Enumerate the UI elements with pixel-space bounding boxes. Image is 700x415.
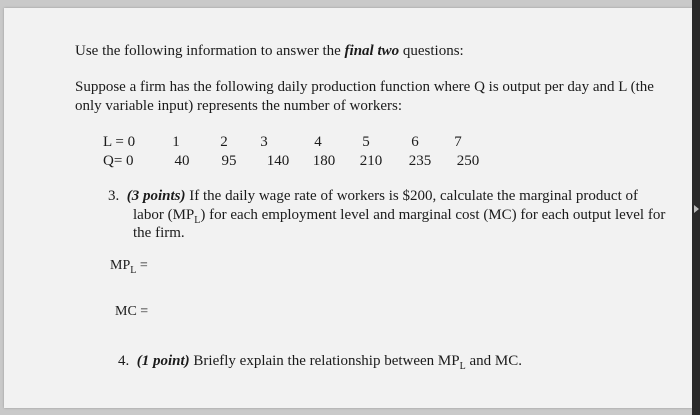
question-4-text: Briefly explain the relationship between MP [189,353,460,369]
scenario-line-2: only variable input) represents the number of workers: [75,98,402,114]
mpl-equals: = [136,258,148,273]
output-value: 40 [174,153,190,169]
worksheet-page [4,8,692,408]
labor-label: L = 0 [103,134,136,150]
output-value: 140 [266,153,290,169]
question-3-points: (3 points) [126,188,186,204]
output-label: Q= 0 [103,153,134,169]
question-4-number: 4. [118,353,130,369]
subscript-l: L [194,215,201,226]
mc-answer-label: MC = [115,304,149,319]
labor-value: 3 [260,134,268,150]
question-3-text: ) for each employment level and marginal cost (MC) for each output level for [200,207,666,223]
question-3-number: 3. [108,188,120,204]
scenario-line-1: Suppose a firm has the following daily production function where Q is output per day and L (the [75,79,654,95]
output-value: 210 [359,153,383,169]
labor-value: 7 [454,134,462,150]
question-3-line-3: the firm. [133,225,185,241]
subscript-l: L [130,264,137,276]
intro-emphasis: final two [344,43,400,59]
mpl-text: MP [110,258,131,273]
question-3-line-2 [133,206,665,230]
output-value: 235 [408,153,432,169]
next-page-arrow-icon[interactable] [694,205,699,213]
question-3-text: labor (MP [133,207,195,223]
labor-value: 1 [172,134,180,150]
intro-line [75,42,464,61]
subscript-l: L [459,361,466,372]
labor-value: 5 [362,134,370,150]
output-value: 95 [221,153,237,169]
mpl-answer-label [110,256,148,280]
intro-prefix: Use the following information to answer the [75,43,345,59]
question-4 [118,352,522,376]
labor-value: 6 [411,134,419,150]
labor-value: 2 [220,134,228,150]
output-value: 250 [456,153,480,169]
labor-value: 4 [314,134,322,150]
question-4-text: and MC. [465,353,522,369]
question-3-line-1 [108,187,638,206]
output-value: 180 [312,153,336,169]
question-4-points: (1 point) [136,353,190,369]
question-3-text: If the daily wage rate of workers is $200, calculate the marginal product of [185,188,638,204]
intro-suffix: questions: [399,43,464,59]
